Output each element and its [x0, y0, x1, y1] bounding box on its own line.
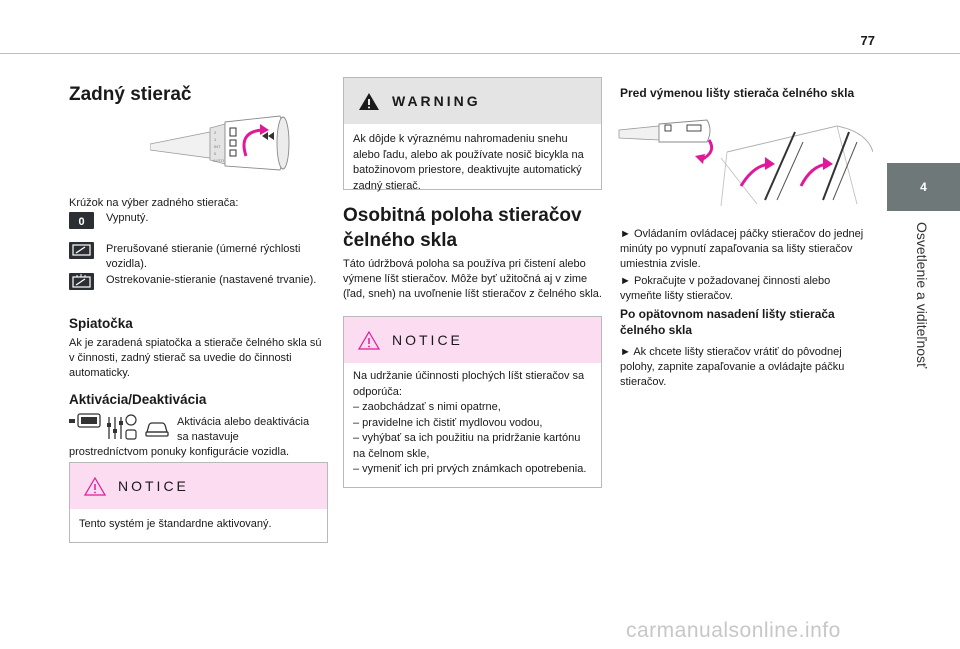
svg-text:INT: INT	[214, 144, 221, 149]
warning-text: Ak dôjde k výraznému nahromadeniu snehu alebo ľadu, alebo ak používate nosič bicykla na batožinovom priestore, deaktivujte automatický zadný stierač.	[353, 133, 584, 192]
notice-label: NOTICE	[118, 478, 189, 494]
svg-text:AUTO: AUTO	[213, 158, 225, 163]
notice-header	[344, 317, 601, 363]
activation-text-2: sa nastavuje	[177, 431, 239, 443]
step-1-text: ► Ovládaním ovládacej páčky stieračov do jednej minúty po vypnutí zapaľovania sa lišty stieračov umiestnia zvisle.	[620, 228, 864, 270]
settings-app-icon	[106, 413, 138, 443]
svg-text:0: 0	[78, 216, 85, 228]
subtitle-reverse: Spiatočka	[69, 316, 133, 331]
notice-line: – vyhýbať sa ich použitiu na pridržanie kartónu na čelnom skle,	[353, 432, 581, 460]
wash-wipe-icon	[69, 273, 94, 290]
subtitle-before-replacement: Pred výmenou lišty stierača čelného skla	[620, 86, 855, 100]
item-wash-wipe-text: Ostrekovanie-stieranie (nastavené trvanie).	[106, 274, 317, 286]
notice-list	[344, 363, 601, 486]
intermittent-wiper-icon	[69, 242, 94, 259]
notice-triangle-icon	[358, 331, 380, 350]
notice-line: Na udržanie účinnosti plochých líšt stieračov sa odporúča:	[353, 370, 585, 398]
notice-text: Tento systém je štandardne aktivovaný.	[79, 518, 272, 530]
section-title-rear-wiper: Zadný stierač	[69, 84, 192, 105]
wiper-ring-intro: Krúžok na výber zadného stierača:	[69, 197, 239, 209]
step-2-text: ► Pokračujte v požadovanej činnosti alebo vymeňte lišty stieračov.	[620, 275, 831, 302]
svg-text:1: 1	[214, 137, 217, 142]
rear-wiper-stalk-illustration	[150, 114, 292, 172]
watermark: carmanualsonline.info	[626, 619, 841, 642]
warning-label: WARNING	[392, 93, 481, 109]
activation-text-1: Aktivácia alebo deaktivácia	[177, 416, 310, 428]
warning-box	[343, 77, 602, 190]
notice-triangle-icon	[84, 477, 106, 496]
subtitle-activation: Aktivácia/Deaktivácia	[69, 392, 207, 407]
notice-line: – pravidelne ich čistiť mydlovou vodou,	[353, 416, 543, 429]
section-title-maintenance-line2: čelného skla	[343, 230, 458, 251]
item-off-text: Vypnutý.	[106, 212, 149, 224]
header-rule	[0, 53, 960, 54]
notice-line: – zaobchádzať s nimi opatrne,	[353, 401, 501, 413]
page-number: 77	[860, 33, 875, 48]
notice-label: NOTICE	[392, 332, 463, 348]
menu-icon	[69, 413, 101, 429]
svg-text:0: 0	[214, 151, 217, 156]
item-intermittent-text: Prerušované stieranie (úmerné rýchlosti vozidla).	[106, 243, 301, 270]
subtitle-after-replacement: Po opätovnom nasadení lišty stierača čelného skla	[620, 307, 835, 337]
svg-text:2: 2	[214, 130, 217, 135]
notice-header	[70, 463, 327, 509]
step-3-text: ► Ak chcete lišty stieračov vrátiť do pôvodnej polohy, zapnite zapaľovanie a ovládajte páčku stieračov.	[620, 346, 845, 388]
vehicle-icon	[144, 420, 170, 438]
chapter-tab[interactable]: 4	[887, 163, 960, 211]
reverse-text: Ak je zaradená spiatočka a stierače čelného skla sú v činnosti, zadný stierač sa uvedie do činnosti automaticky.	[69, 337, 322, 379]
maintenance-text: Táto údržbová poloha sa používa pri čistení alebo výmene líšt stieračov. Môže byť užitočná aj v zime (ľad, sneh) na uvoľnenie líšt stieračov z čelného skla.	[343, 258, 602, 300]
notice-box-rear	[69, 462, 328, 543]
warning-header	[344, 78, 601, 124]
windshield-wiper-illustration	[617, 112, 873, 206]
zero-off-icon	[69, 212, 94, 229]
notice-line: – vymeniť ich pri prvých známkach opotrebenia.	[353, 463, 587, 475]
warning-triangle-icon	[358, 92, 380, 111]
section-title-maintenance-line1: Osobitná poloha stieračov	[343, 205, 582, 226]
chapter-title: Osvetlenie a viditeľnosť	[914, 222, 930, 369]
notice-box-blades	[343, 316, 602, 488]
activation-text-3: prostredníctvom ponuky konfigurácie vozidla.	[69, 446, 290, 458]
